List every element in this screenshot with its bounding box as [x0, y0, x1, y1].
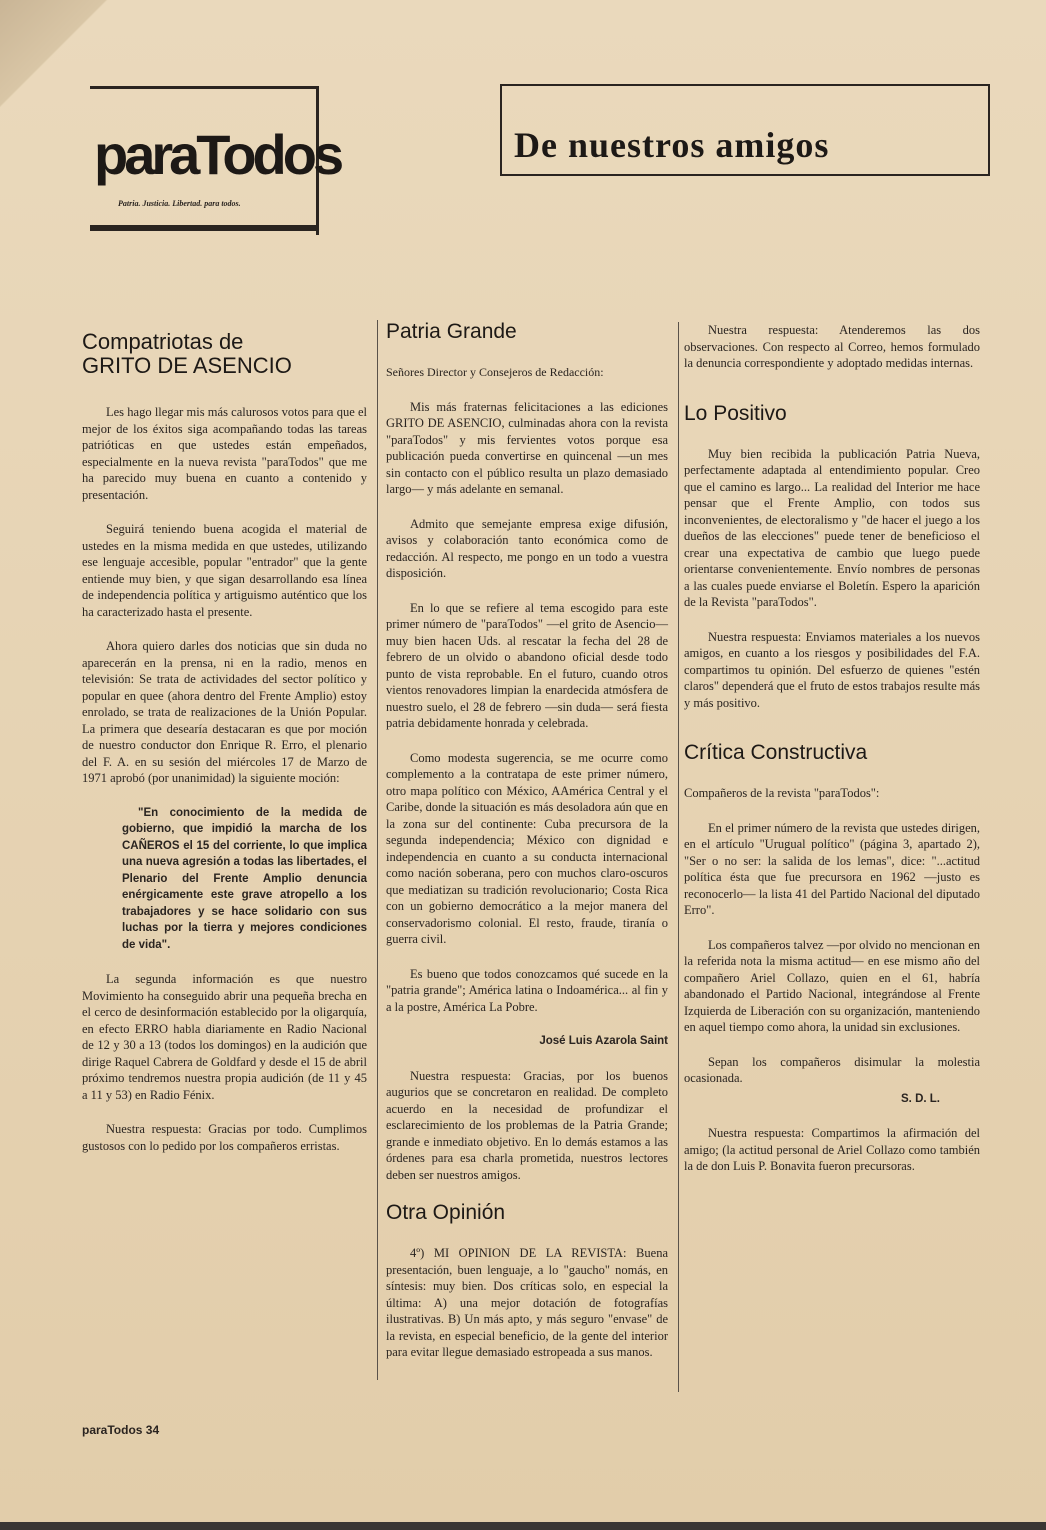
paragraph: En lo que se refiere al tema escogido para este primer número de "paraTodos" —el grito de Asencio— muy bien hacen Uds. al rescatar la fecha del 28 de febrero de un olvido o abandono oficial desde todo punto de vista reprobable. En el futuro, cuando otros vientos renovadores limpian la enardecida atmósfera de nuestro suelo, el 28 de febrero —sin duda— será fiesta patria debidamente honrada y celebrada.	[386, 600, 668, 730]
salutation: Compañeros de la revista "paraTodos":	[684, 786, 880, 800]
article-heading: Otra Opinión	[386, 1201, 506, 1224]
logo-bar	[90, 225, 316, 231]
response-paragraph: Nuestra respuesta: Gracias por todo. Cumplimos gustosos con lo pedido por los compañeros erristas.	[82, 1122, 367, 1153]
column-3	[684, 322, 980, 1193]
paragraph: Es bueno que todos conozcamos qué sucede en la "patria grande"; América latina o Indoamérica... al fin y a la postre, América La Pobre.	[386, 966, 668, 1014]
paragraph: Admito que semejante empresa exige difusión, avisos y colaboración tanto económica como de redacción. Al respecto, me pongo en un todo a vuestra disposición.	[386, 516, 668, 580]
section-header	[500, 84, 990, 176]
column-divider	[678, 322, 679, 1392]
response-paragraph: Nuestra respuesta: Compartimos la afirmación del amigo; (la actitud personal de Ariel Collazo como también la de don Luis P. Bonavita fueron precursoras.	[684, 1126, 980, 1173]
column-1	[82, 330, 367, 1172]
paragraph: Les hago llegar mis más calurosos votos para que el mejor de los éxitos siga acompañando todas las tareas patrióticas en que ustedes están empeñados, especialmente en la nueva revista "paraTodos" que me ha parecido muy buena en cuanto a contenido y presentación.	[82, 405, 367, 502]
response-paragraph: Nuestra respuesta: Gracias, por los buenos augurios que se concretaron en realidad. De completo acuerdo en la necesidad de profundizar el esclarecimiento de los problemas de la Patria Grande; grande e inmediato objetivo. En lo demás estamos a las órdenes para esa charla prometida, nuestros lectores deben ser nuestros amigos.	[386, 1068, 668, 1182]
paratodos-logo	[90, 86, 341, 235]
response-paragraph: Nuestra respuesta: Enviamos materiales a los nuevos amigos, en cuanto a los riesgos y posibilidades del F.A. compartimos tu opinión. Del esfuerzo de quienes "estén claros" dependerá que el fruto de estos trabajos resulte más y más positivo.	[684, 629, 980, 710]
article-heading: Compatriotas de	[82, 329, 244, 354]
paragraph: Los compañeros talvez —por olvido no mencionan en la referida nota la misma actitud— en ese mismo año del compañero Ariel Collazo, quien en el 61, habría abandonado el Partido Nacional, integrándose al Frente Izquierda de Liberación con su organización, manteniendo en aquel tiempo como ahora, la unidad sin exclusiones.	[684, 937, 980, 1034]
bottom-edge	[0, 1522, 1046, 1530]
paragraph: Sepan los compañeros disimular la molestia ocasionada.	[684, 1054, 980, 1085]
article-heading: Lo Positivo	[684, 401, 787, 425]
paragraph: La segunda información es que nuestro Movimiento ha conseguido abrir una pequeña brecha en el cerco de desinformación establecido por la oligarquía, en efecto ERRO habla diariamente en Radio Nacional de 12 y 30 a 13 (todos los domingos) en la audición que dirige Raquel Cabrera de Goldfard y desde el 15 de abril próximo tendremos nuestra propia audición (de 11 y 45 a 11 y 53) en Radio Fénix.	[82, 972, 367, 1102]
paragraph: Mis más fraternas felicitaciones a las ediciones GRITO DE ASENCIO, culminadas ahora con la revista "paraTodos" y mis fervientes votos porque esa publicación pueda convertirse en quincenal —un mes sin contacto con el público resulta un plazo demasiado largo— y más adelante en semanal.	[386, 399, 668, 496]
signature: S. D. L.	[901, 1092, 940, 1105]
response-paragraph: Nuestra respuesta: Atenderemos las dos observaciones. Con respecto al Correo, hemos formulado la denuncia correspondiente y adoptado medidas internas.	[684, 323, 980, 370]
logo-wordmark: paraTodos	[94, 123, 341, 186]
section-title: De nuestros amigos	[514, 125, 830, 165]
paragraph: Ahora quiero darles dos noticias que sin duda no aparecerán en la prensa, ni en la radio, menos en televisión: Se trata de actividades del sector político y popular en quee (ahora dentro del Frente Amplio) estoy enrolado, se trata de realizaciones de la Unión Popular. La primera que desearía destacaran es que por moción de nuestro conductor don Enrique R. Erro, el plenario del F. A. en su sesión del miércoles 17 de Marzo de 1971 aprobó (por unanimidad) la siguiente moción:	[82, 639, 367, 785]
article-heading: Patria Grande	[386, 320, 517, 343]
article-heading-2: GRITO DE ASENCIO	[82, 353, 292, 378]
logo-tagline: Patria. Justicia. Libertad. para todos.	[118, 199, 241, 208]
page-footer: paraTodos 34	[82, 1423, 160, 1437]
paragraph: Seguirá teniendo buena acogida el material de ustedes en la misma medida en que ustedes, utilizando ese lenguaje accesible, popular "entrador" que la gente entiende muy bien, y que sigan desarrollando esa línea de independencia política y artiguismo auténtico que los ha caracterizado hasta el presente.	[82, 522, 367, 619]
paragraph: 4º) MI OPINION DE LA REVISTA: Buena presentación, buen lenguaje, a lo "gaucho" nomás, en síntesis: muy bien. Dos críticas solo, en especial la última: A) una mejor dotación de fotografías ilustrativas. B) Un más apto, y más seguro "envase" de la revista, en especial beneficio, de la gente del interior para evitar llegue demasiado estropeada a sus manos.	[386, 1246, 668, 1359]
column-divider	[377, 320, 378, 1380]
signature: José Luis Azarola Saint	[539, 1035, 668, 1047]
paragraph: En el primer número de la revista que ustedes dirigen, en el artículo "Urugual político" (página 3, apartado 2), "Ser o no ser: la salida de los lemas", dice: "...actitud política ésta que fue precursora en 1962 —justo es reconocerlo— la lista 41 del Partido Nacional del diputado Erro".	[684, 820, 980, 917]
salutation: Señores Director y Consejeros de Redacción:	[386, 365, 604, 379]
paragraph: Muy bien recibida la publicación Patria Nueva, perfectamente adaptada al entendimiento popular. Creo que el camino es largo... La realidad del Interior me hace pensar que el Frente Amplio, con todos sus inconvenientes, de electoralismo y "de hacer el juego a los dueños de las elecciones" puede tener de beneficioso el crear una expectativa de cambio que luego puede orientarse convenientemente. Envío nombres de personas a las cuales puede enviarse el Boletín. Espero la aparición de la Revista "paraTodos".	[684, 446, 980, 609]
column-2	[386, 320, 668, 1379]
paragraph: Como modesta sugerencia, se me ocurre como complemento a la contratapa de este primer número, otro mapa político con México, AAmérica Central y el Caribe, donde la situación es más desoladora aún que en la zona sur del continente: Cuba precursora de la segunda independencia; México con dignidad e independencia en cuanto a su conducta internacional como nación soberana, pero con muchos claro-oscuros que mediatizan su tradición revolucionario; Costa Rica con un gobierno democrático a la mejor manera del conservadorismo colonial. El resto, fraude, tiranía o guerra civil.	[386, 750, 668, 946]
article-heading: Crítica Constructiva	[684, 741, 868, 764]
quoted-motion: "En conocimiento de la medida de gobierno, que impidió la marcha de los CAÑEROS el 15 del corriente, lo que implica una nueva agresión a todas las libertades, el Plenario del Frente Amplio denuncia enérgicamente este grave atropello a los trabajadores y se hace solidario con sus luchas por la tierra y mejores condiciones de vida".	[122, 806, 367, 951]
